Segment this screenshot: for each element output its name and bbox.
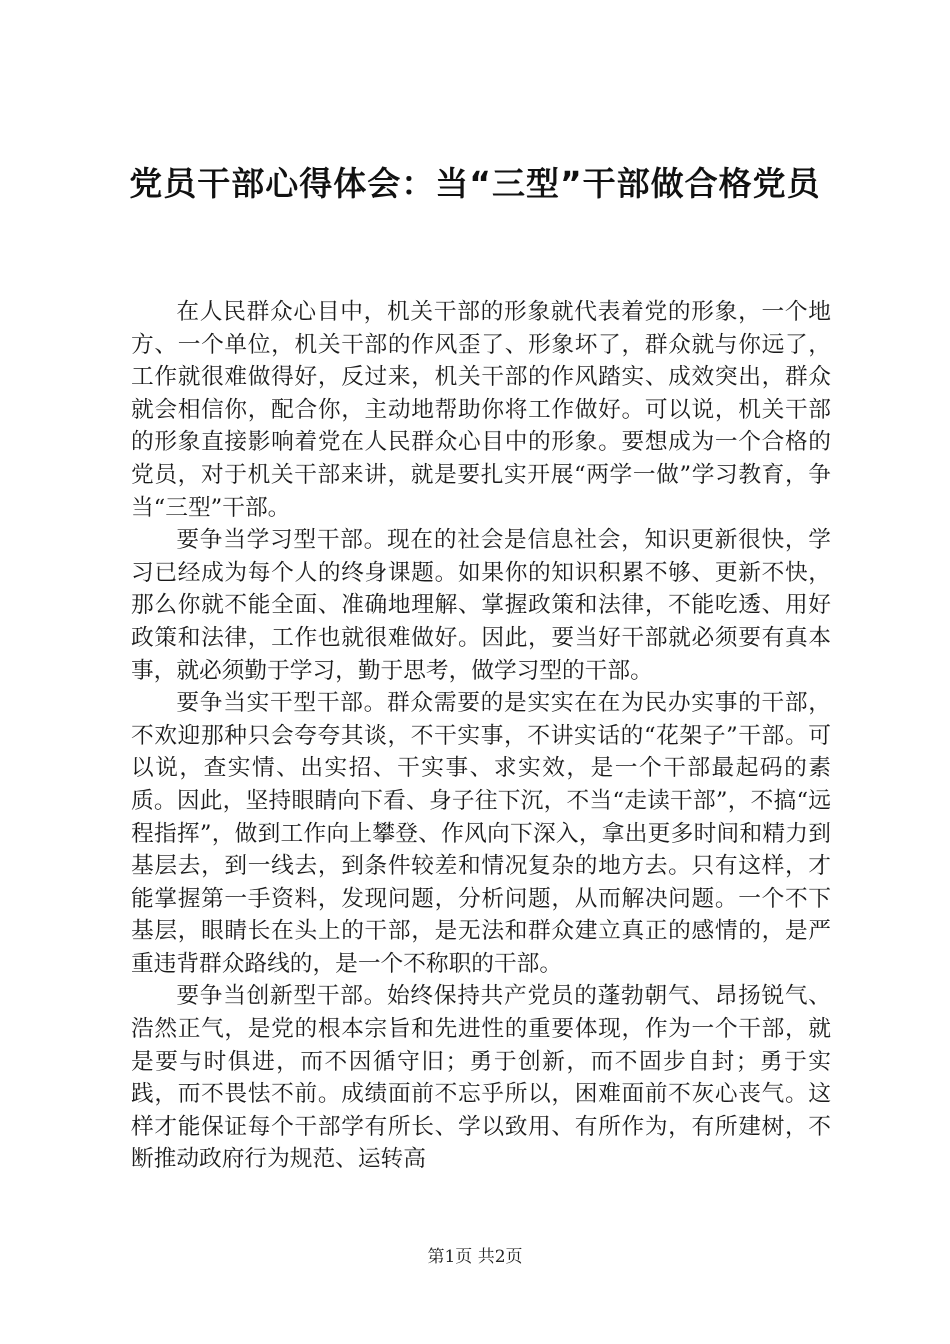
paragraph-practical-type: 要争当实干型干部。群众需要的是实实在在为民办实事的干部，不欢迎那种只会夸夸其谈，不干实事，不讲实话的“花架子”干部。可以说，查实情、出实招、干实事、求实效，是一个干部最起码的素质。因此，坚持眼睛向下看、身子往下沉，不当“走读干部”，不搞“远程指挥”，做到工作向上攀登、作风向下深入，拿出更多时间和精力到基层去，到一线去，到条件较差和情况复杂的地方去。只有这样，才能掌握第一手资料，发现问题，分析问题，从而解决问题。一个不下基层，眼睛长在头上的干部，是无法和群众建立真正的感情的，是严重违背群众路线的，是一个不称职的干部。 bbox=[131, 690, 831, 977]
page-number-footer: 第1页 共2页 bbox=[427, 1247, 523, 1267]
document-body bbox=[131, 296, 831, 1176]
paragraph-innovative-type: 要争当创新型干部。始终保持共产党员的蓬勃朝气、昂扬锐气、浩然正气，是党的根本宗旨和先进性的重要体现，作为一个干部，就是要与时俱进，而不因循守旧；勇于创新，而不固步自封；勇于实践，而不畏怯不前。成绩面前不忘乎所以，困难面前不灰心丧气。这样才能保证每个干部学有所长、学以致用、有所作为，有所建树，不断推动政府行为规范、运转高 bbox=[131, 983, 831, 1173]
paragraph-intro: 在人民群众心目中，机关干部的形象就代表着党的形象，一个地方、一个单位，机关干部的作风歪了、形象坏了，群众就与你远了，工作就很难做得好，反过来，机关干部的作风踏实、成效突出，群众就会相信你，配合你，主动地帮助你将工作做好。可以说，机关干部的形象直接影响着党在人民群众心目中的形象。要想成为一个合格的党员，对于机关干部来讲，就是要扎实开展“两学一做”学习教育，争当“三型”干部。 bbox=[131, 299, 831, 521]
paragraph-learning-type: 要争当学习型干部。现在的社会是信息社会，知识更新很快，学习已经成为每个人的终身课题。如果你的知识积累不够、更新不快，那么你就不能全面、准确地理解、掌握政策和法律，不能吃透、用好政策和法律，工作也就很难做好。因此，要当好干部就必须要有真本事，就必须勤于学习，勤于思考，做学习型的干部。 bbox=[131, 527, 831, 684]
document-title: 党员干部心得体会：当“三型”干部做合格党员 bbox=[129, 164, 821, 203]
